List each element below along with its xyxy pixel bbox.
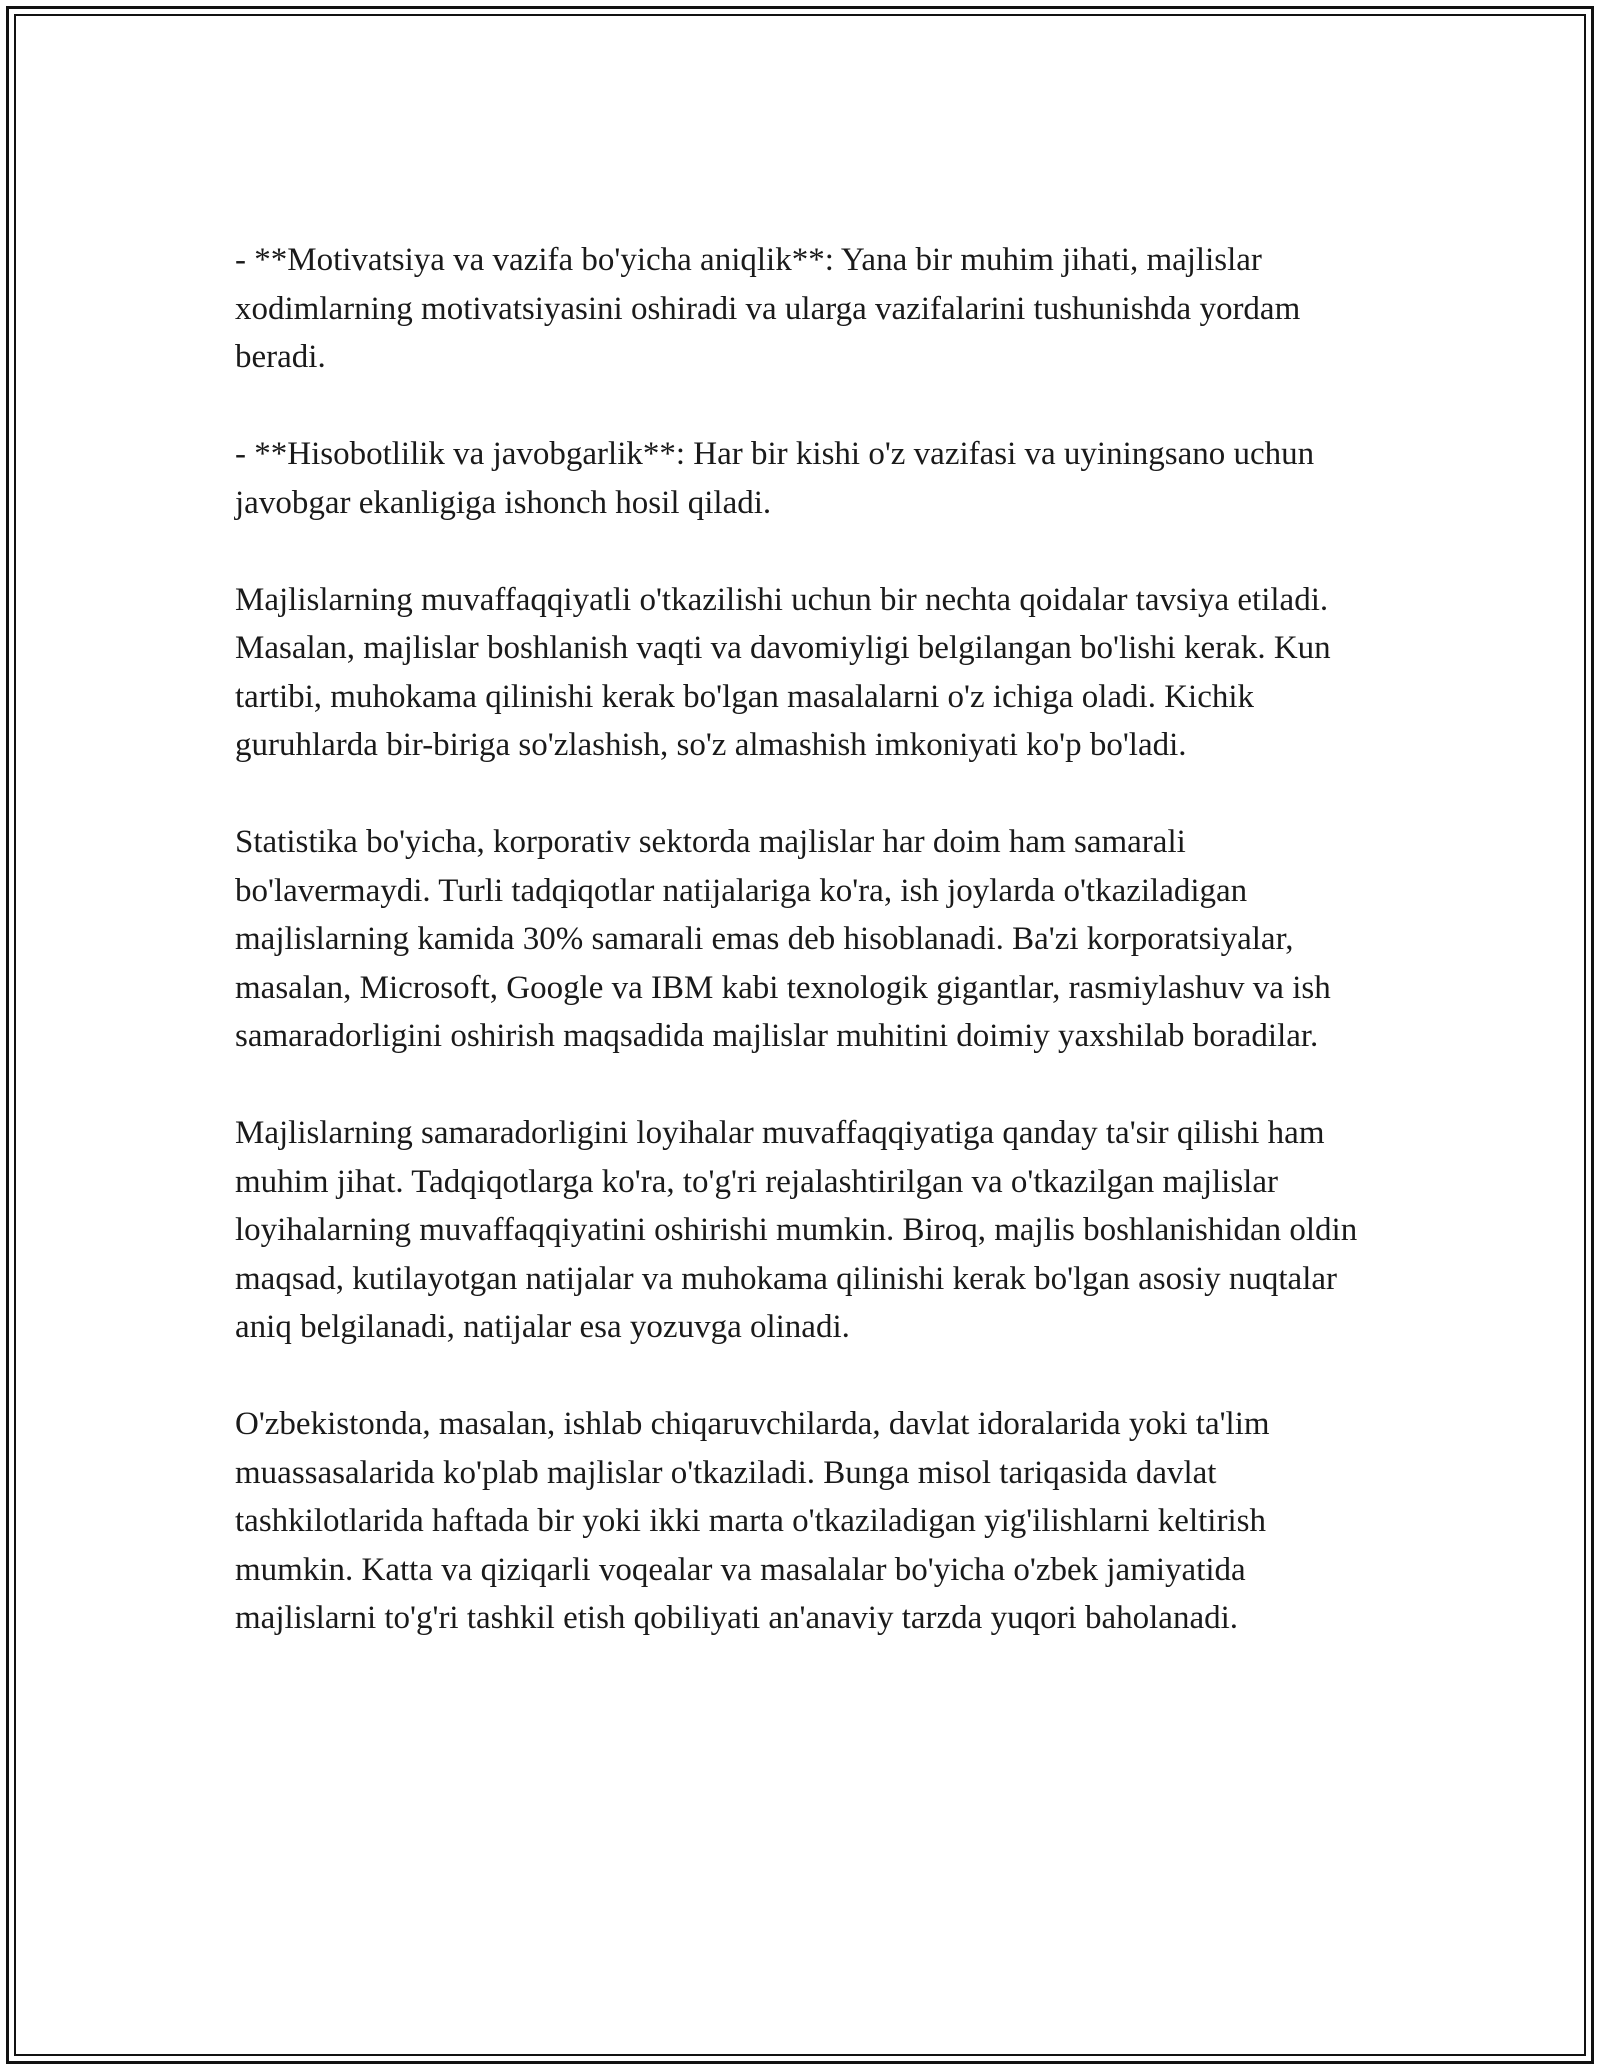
paragraph-motivation: - **Motivatsiya va vazifa bo'yicha aniqlik**: Yana bir muhim jihati, majlislar xodimlarning motivatsiyasini oshiradi va ularga vazifalarini tushunishda yordam beradi. bbox=[235, 242, 1301, 375]
paragraph-project-success: Majlislarning samaradorligini loyihalar muvaffaqqiyatiga qanday ta'sir qilishi ham muhim jihat. Tadqiqotlarga ko'ra, to'g'ri rejalashtirilgan va o'tkazilgan majlislar loyihalarning muvaffaqqiyatini oshirishi mumkin. Biroq, majlis boshlanishidan oldin maqsad, kutilayotgan natijalar va muhokama qilinishi kerak bo'lgan asosiy nuqtalar aniq belgilanadi, natijalar esa yozuvga olinadi. bbox=[235, 1115, 1358, 1345]
document-body bbox=[235, 236, 1375, 1643]
paragraph-accountability: - **Hisobotlilik va javobgarlik**: Har bir kishi o'z vazifasi va uyiningsano uchun javobgar ekanligiga ishonch hosil qiladi. bbox=[235, 436, 1315, 521]
paragraph-meeting-rules: Majlislarning muvaffaqqiyatli o'tkazilishi uchun bir nechta qoidalar tavsiya etiladi. Masalan, majlislar boshlanish vaqti va davomiyligi belgilangan bo'lishi kerak. Kun tartibi, muhokama qilinishi kerak bo'lgan masalalarni o'z ichiga oladi. Kichik guruhlarda bir-biriga so'zlashish, so'z almashish imkoniyati ko'p bo'ladi. bbox=[235, 581, 1331, 763]
paragraph-uzbekistan: O'zbekistonda, masalan, ishlab chiqaruvchilarda, davlat idoralarida yoki ta'lim muassasalarida ko'plab majlislar o'tkaziladi. Bunga misol tariqasida davlat tashkilotlarida haftada bir yoki ikki marta o'tkaziladigan yig'ilishlarni keltirish mumkin. Katta va qiziqarli voqealar va masalalar bo'yicha o'zbek jamiyatida majlislarni to'g'ri tashkil etish qobiliyati an'anaviy tarzda yuqori baholanadi. bbox=[235, 1406, 1270, 1636]
paragraph-statistics: Statistika bo'yicha, korporativ sektorda majlislar har doim ham samarali bo'lavermaydi. Turli tadqiqotlar natijalariga ko'ra, ish joylarda o'tkaziladigan majlislarning kamida 30% samarali emas deb hisoblanadi. Ba'zi korporatsiyalar, masalan, Microsoft, Google va IBM kabi texnologik gigantlar, rasmiylashuv va ish samaradorligini oshirish maqsadida majlislar muhitini doimiy yaxshilab boradilar. bbox=[235, 824, 1331, 1054]
